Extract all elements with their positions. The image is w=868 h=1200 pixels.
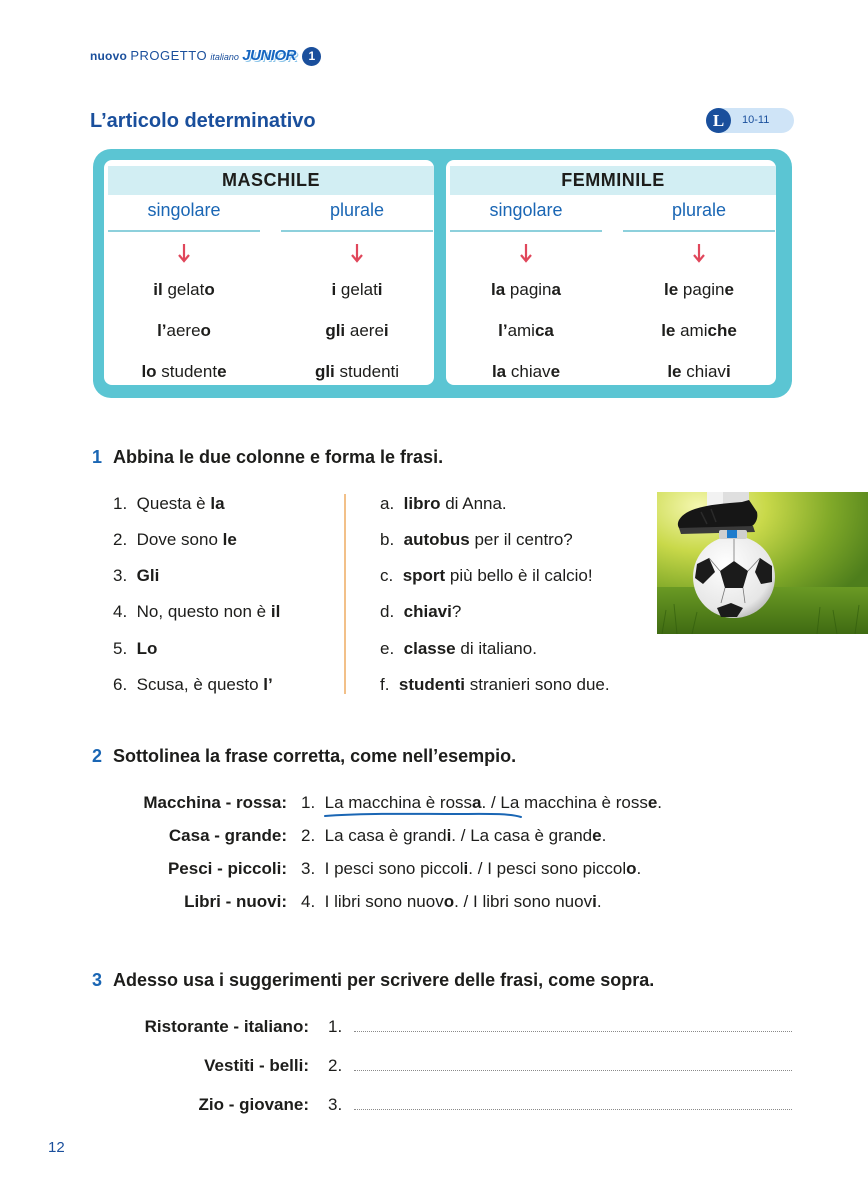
exercise-3-heading [92,970,654,991]
sentence-choice: 3. I pesci sono piccoli. / I pesci sono piccolo. [301,859,642,878]
list-item: f. studenti stranieri sono due. [380,675,610,694]
arrow-down-icon [519,243,533,263]
word-cell: le amiche [661,321,737,340]
word-cell: la chiave [491,362,561,381]
column-header: singolare [489,200,563,220]
column-divider [344,494,346,694]
soccer-ball-icon [657,492,868,634]
word-cell: lo studente [141,362,227,381]
arrow-down-icon [177,243,191,263]
word-cell: la pagina [491,280,561,299]
column-header: singolare [147,200,221,220]
brand-progetto: PROGETTO [130,48,208,63]
underlined-example: La macchina è rossa. [325,793,487,812]
prompt-label: Zio - giovane: [198,1095,309,1114]
article-table [93,149,792,398]
word-cell: gli aerei [325,321,389,340]
prompt-label: Casa - grande: [168,826,287,845]
arrow-down-icon [692,243,706,263]
exercise-number: 3 [92,970,103,990]
brand-italiano: italiano [210,52,239,62]
brand-junior: JUNIOR [242,47,296,64]
list-item: 2. Dove sono le [113,530,237,549]
column-rule [450,230,602,232]
reference-pages: 10-11 [742,114,770,126]
section-title: L’articolo determinativo [90,110,316,132]
prompt-label: Ristorante - italiano: [144,1017,309,1036]
exercise-2-heading [92,746,516,767]
exercise-instruction: Abbina le due colonne e forma le frasi. [113,447,444,467]
soccer-ball-photo [657,492,868,634]
prompt-label: Pesci - piccoli: [167,859,287,878]
word-cell: l’aereo [157,321,211,340]
maschile-heading: MASCHILE [108,166,434,195]
series-logo [90,47,321,66]
list-item: e. classe di italiano. [380,639,537,658]
sentence-choice: 4. I libri sono nuovo. / I libri sono nuovi. [301,892,602,911]
word-cell: le pagine [664,280,734,299]
word-cell: l’amica [498,321,554,340]
list-item: 4. No, questo non è il [113,602,281,621]
list-item: c. sport più bello è il calcio! [380,566,593,585]
reference-l-icon: L [706,108,731,133]
femminile-singolare-column [450,200,602,392]
list-item: 3. Gli [113,566,160,585]
prompt-label: Vestiti - belli: [204,1056,309,1075]
prompt-label: Macchina - rossa: [143,793,287,812]
underline-stroke-icon [323,810,523,820]
answer-line[interactable] [354,1031,792,1032]
exercise-instruction: Sottolinea la frase corretta, come nell’esempio. [113,746,517,766]
list-item: b. autobus per il centro? [380,530,573,549]
answer-number: 3. [328,1095,343,1114]
word-cell: il gelato [153,280,215,299]
exercise-number: 1 [92,447,103,467]
maschile-plurale-column [281,200,433,392]
list-item: 6. Scusa, è questo l’ [113,675,273,694]
list-item: 1. Questa è la [113,494,225,513]
femminile-panel [446,160,776,385]
prompt-label: Libri - nuovi: [184,892,287,911]
femminile-heading: FEMMINILE [450,166,776,195]
list-item: d. chiavi? [380,602,462,621]
exercise-instruction: Adesso usa i suggerimenti per scrivere delle frasi, come sopra. [113,970,655,990]
page-number: 12 [48,1139,65,1156]
word-cell: i gelati [331,280,383,299]
arrow-down-icon [350,243,364,263]
maschile-panel [104,160,434,385]
column-rule [108,230,260,232]
exercise-1-heading [92,447,443,468]
femminile-plurale-column [623,200,775,392]
brand-nuovo: nuovo [90,49,127,63]
answer-number: 1. [328,1017,343,1036]
column-header: plurale [671,200,727,220]
list-item: 5. Lo [113,639,158,658]
column-header: plurale [329,200,385,220]
word-cell: le chiavi [667,362,731,381]
list-item: a. libro di Anna. [380,494,507,513]
maschile-singolare-column [108,200,260,392]
sentence-choice: 1. La macchina è rossa. / La macchina è rosse. [301,793,662,813]
volume-badge: 1 [302,47,321,66]
reference-badge [706,108,794,133]
column-rule [623,230,775,232]
answer-number: 2. [328,1056,343,1075]
sentence-choice: 2. La casa è grandi. / La casa è grande. [301,826,607,845]
answer-line[interactable] [354,1109,792,1110]
column-rule [281,230,433,232]
exercise-number: 2 [92,746,103,766]
word-cell: gli studenti [314,362,400,381]
answer-line[interactable] [354,1070,792,1071]
